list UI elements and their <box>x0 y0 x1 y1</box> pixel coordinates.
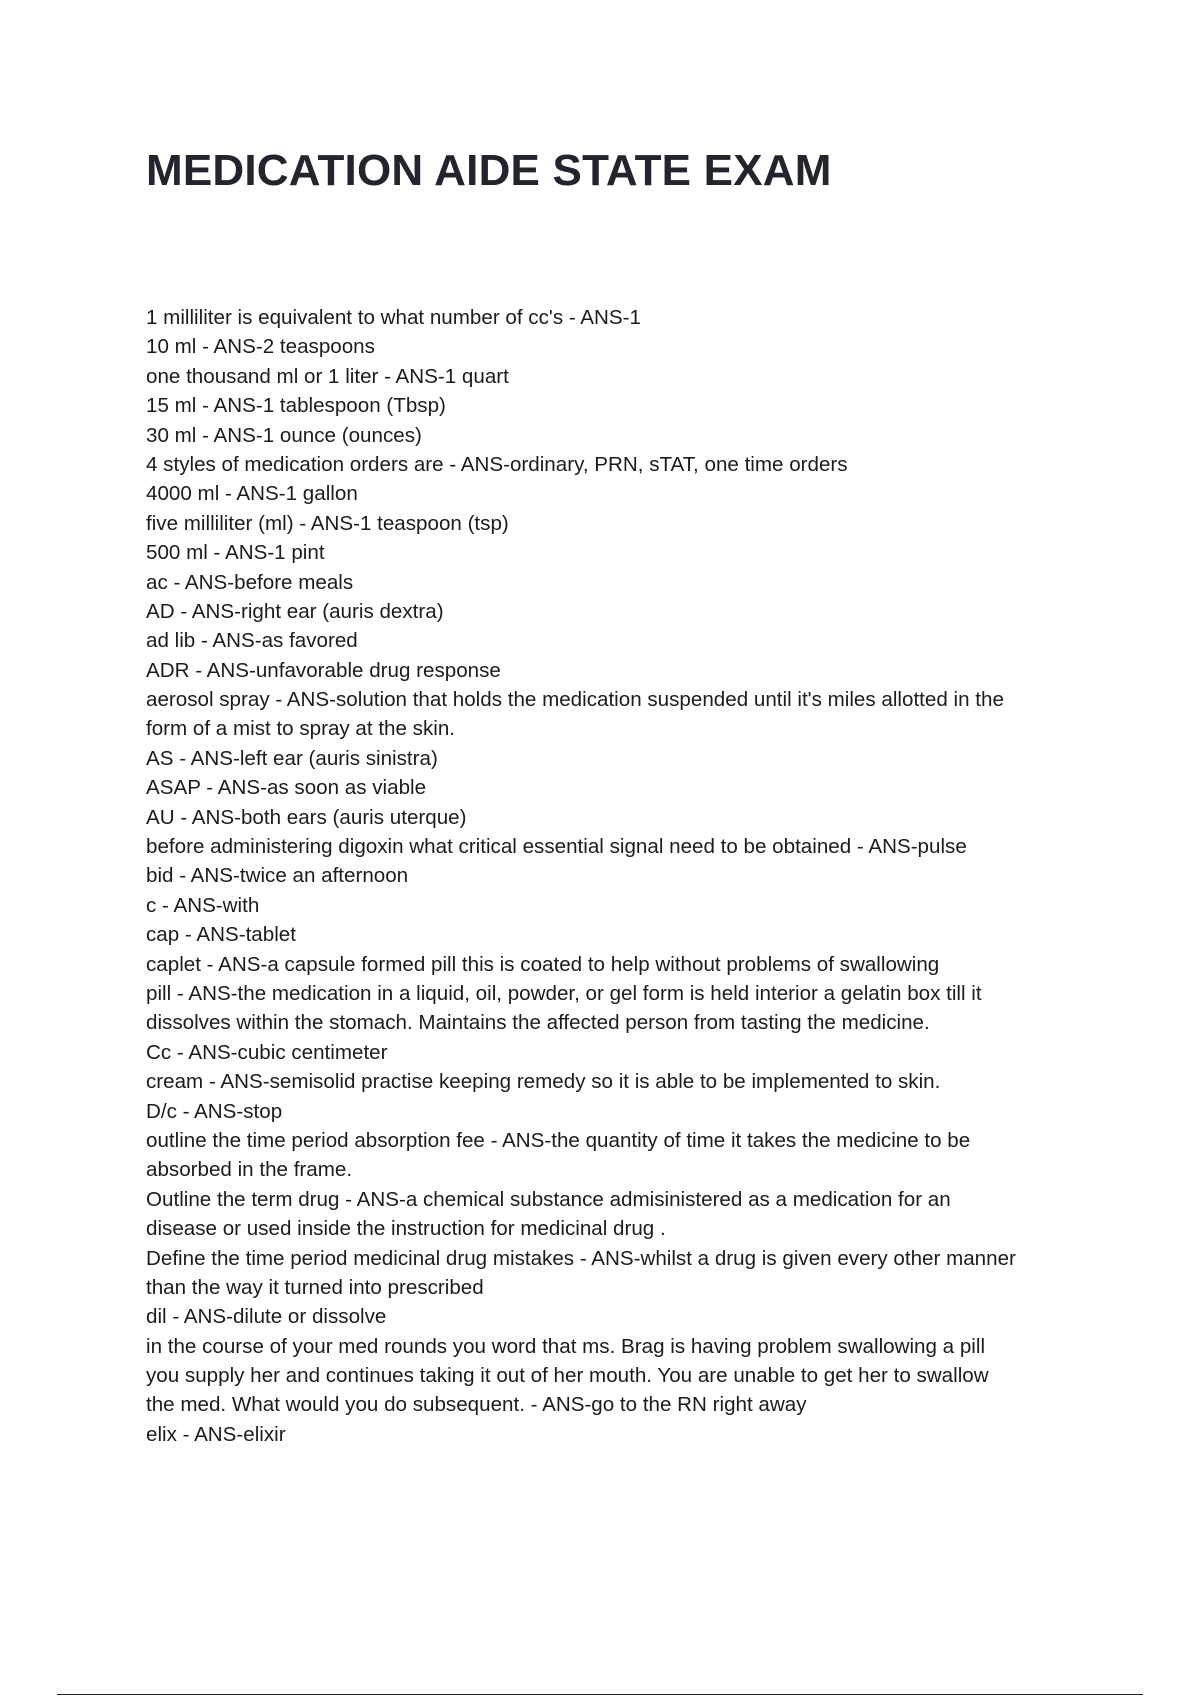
text-line: cream - ANS-semisolid practise keeping remedy so it is able to be implemented to skin. <box>146 1070 941 1094</box>
text-line: bid - ANS-twice an afternoon <box>146 864 409 888</box>
text-line: D/c - ANS-stop <box>146 1099 283 1123</box>
text-line: in the course of your med rounds you word that ms. Brag is having problem swallowing a pill <box>146 1334 986 1358</box>
text-line: ac - ANS-before meals <box>146 570 354 594</box>
text-line: the med. What would you do subsequent. - ANS-go to the RN right away <box>146 1393 807 1417</box>
text-line: ADR - ANS-unfavorable drug response <box>146 658 501 682</box>
text-line: dil - ANS-dilute or dissolve <box>146 1305 387 1329</box>
text-line: pill - ANS-the medication in a liquid, oil, powder, or gel form is held interior a gelatin box till it <box>146 981 982 1005</box>
text-line: disease or used inside the instruction for medicinal drug . <box>146 1217 666 1241</box>
text-line: Outline the term drug - ANS-a chemical substance admisinistered as a medication for an <box>146 1187 951 1211</box>
text-line: 15 ml - ANS-1 tablespoon (Tbsp) <box>146 394 446 418</box>
text-line: c - ANS-with <box>146 893 260 917</box>
text-line: 1 milliliter is equivalent to what number of cc's - ANS-1 <box>146 306 641 329</box>
text-line: caplet - ANS-a capsule formed pill this is coated to help without problems of swallowing <box>146 952 940 976</box>
text-line: cap - ANS-tablet <box>146 923 296 947</box>
text-line: 10 ml - ANS-2 teaspoons <box>146 335 375 359</box>
text-line: 4000 ml - ANS-1 gallon <box>146 482 358 506</box>
text-line: you supply her and continues taking it out of her mouth. You are unable to get her to swallow <box>146 1364 989 1388</box>
text-line: AD - ANS-right ear (auris dextra) <box>146 599 444 623</box>
text-line: 30 ml - ANS-1 ounce (ounces) <box>146 423 422 447</box>
page-title: MEDICATION AIDE STATE EXAM <box>146 146 832 195</box>
text-line: AS - ANS-left ear (auris sinistra) <box>146 746 438 770</box>
text-line: elix - ANS-elixir <box>146 1422 286 1446</box>
text-line: before administering digoxin what critical essential signal need to be obtained - ANS-pulse <box>146 835 967 859</box>
text-line: aerosol spray - ANS-solution that holds the medication suspended until it's miles allotted in the <box>146 688 1004 712</box>
text-line: Cc - ANS-cubic centimeter <box>146 1040 388 1064</box>
text-line: outline the time period absorption fee - ANS-the quantity of time it takes the medicine to be <box>146 1128 971 1152</box>
text-line: than the way it turned into prescribed <box>146 1275 484 1299</box>
footer-divider <box>57 1694 1143 1695</box>
text-line: AU - ANS-both ears (auris uterque) <box>146 805 467 829</box>
text-line: ASAP - ANS-as soon as viable <box>146 776 427 800</box>
text-line: absorbed in the frame. <box>146 1158 353 1182</box>
text-line: ad lib - ANS-as favored <box>146 629 358 653</box>
text-line: form of a mist to spray at the skin. <box>146 717 456 741</box>
text-line: Define the time period medicinal drug mistakes - ANS-whilst a drug is given every other manner <box>146 1246 1016 1270</box>
question-answer-list <box>146 303 1096 1449</box>
text-line: 500 ml - ANS-1 pint <box>146 541 325 565</box>
text-line: five milliliter (ml) - ANS-1 teaspoon (tsp) <box>146 511 509 535</box>
text-line: one thousand ml or 1 liter - ANS-1 quart <box>146 364 509 388</box>
text-line: 4 styles of medication orders are - ANS-ordinary, PRN, sTAT, one time orders <box>146 452 848 476</box>
text-line: dissolves within the stomach. Maintains the affected person from tasting the medicine. <box>146 1011 930 1035</box>
